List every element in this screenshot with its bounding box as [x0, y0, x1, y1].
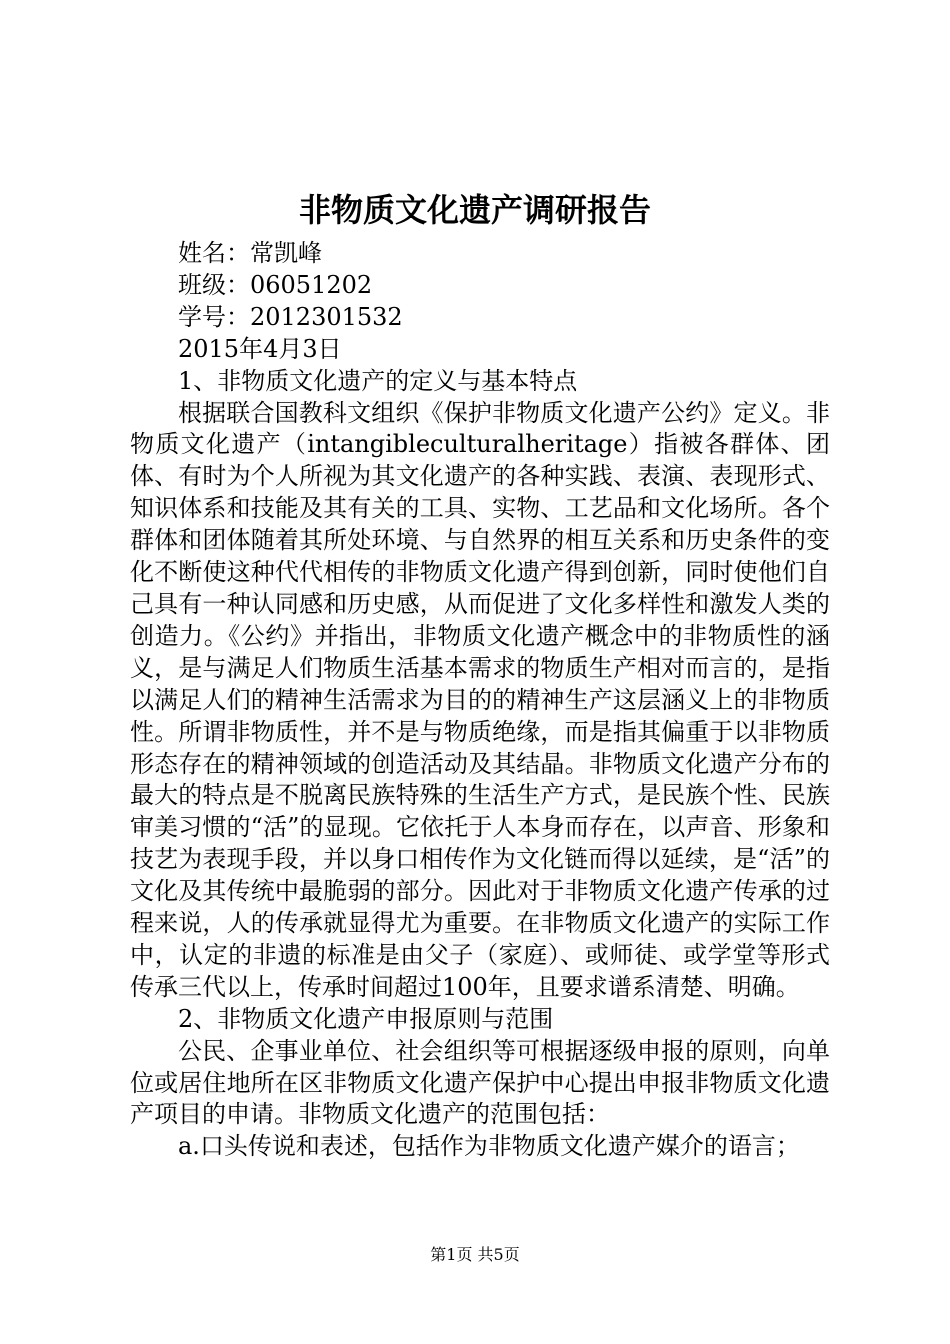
- class-line: 班级：06051202: [178, 270, 373, 299]
- author-line: 姓名：常凯峰: [178, 239, 322, 267]
- section1-heading: 1、非物质文化遗产的定义与基本特点: [178, 366, 578, 395]
- document-body: [130, 238, 830, 1163]
- section1-paragraph: 根据联合国教科文组织《保护非物质文化遗产公约》定义。非物质文化遗产（intangibleculturalheritage）指被各群体、团体、有时为个人所视为其文化遗产的各种实践、表演、表现形式、知识体系和技能及其有关的工具、实物、工艺品和文化场所。各个群体和团体随着其所处环境、与自然界的相互关系和历史条件的变化不断使这种代代相传的非物质文化遗产得到创新，同时使他们自己具有一种认同感和历史感，从而促进了文化多样性和激发人类的创造力。《公约》并指出，非物质文化遗产概念中的非物质性的涵义，是与满足人们物质生活基本需求的物质生产相对而言的，是指以满足人们的精神生活需求为目的的精神生产这层涵义上的非物质性。所谓非物质性，并不是与物质绝缘，而是指其偏重于以非物质形态存在的精神领域的创造活动及其结晶。非物质文化遗产分布的最大的特点是不脱离民族特殊的生活生产方式，是民族个性、民族审美习惯的“活”的显现。它依托于人本身而存在，以声音、形象和技艺为表现手段，并以身口相传作为文化链而得以延续，是“活”的文化及其传统中最脆弱的部分。因此对于非物质文化遗产传承的过程来说，人的传承就显得尤为重要。在非物质文化遗产的实际工作中，认定的非遗的标准是由父子（家庭）、或师徒、或学堂等形式传承三代以上，传承时间超过100年，且要求谱系清楚、明确。: [130, 398, 830, 1001]
- date-line: 2015年4月3日: [178, 334, 342, 363]
- page-footer: 第1页 共5页: [430, 1245, 520, 1264]
- section2-heading: 2、非物质文化遗产申报原则与范围: [178, 1004, 554, 1033]
- section2-paragraph: 公民、企事业单位、社会组织等可根据逐级申报的原则，向单位或居住地所在区非物质文化遗产保护中心提出申报非物质文化遗产项目的申请。非物质文化遗产的范围包括：: [130, 1036, 830, 1129]
- list-item-a: a.口头传说和表述，包括作为非物质文化遗产媒介的语言；: [178, 1132, 800, 1161]
- student-id-line: 学号：2012301532: [178, 302, 403, 331]
- document-title: 非物质文化遗产调研报告: [298, 191, 651, 229]
